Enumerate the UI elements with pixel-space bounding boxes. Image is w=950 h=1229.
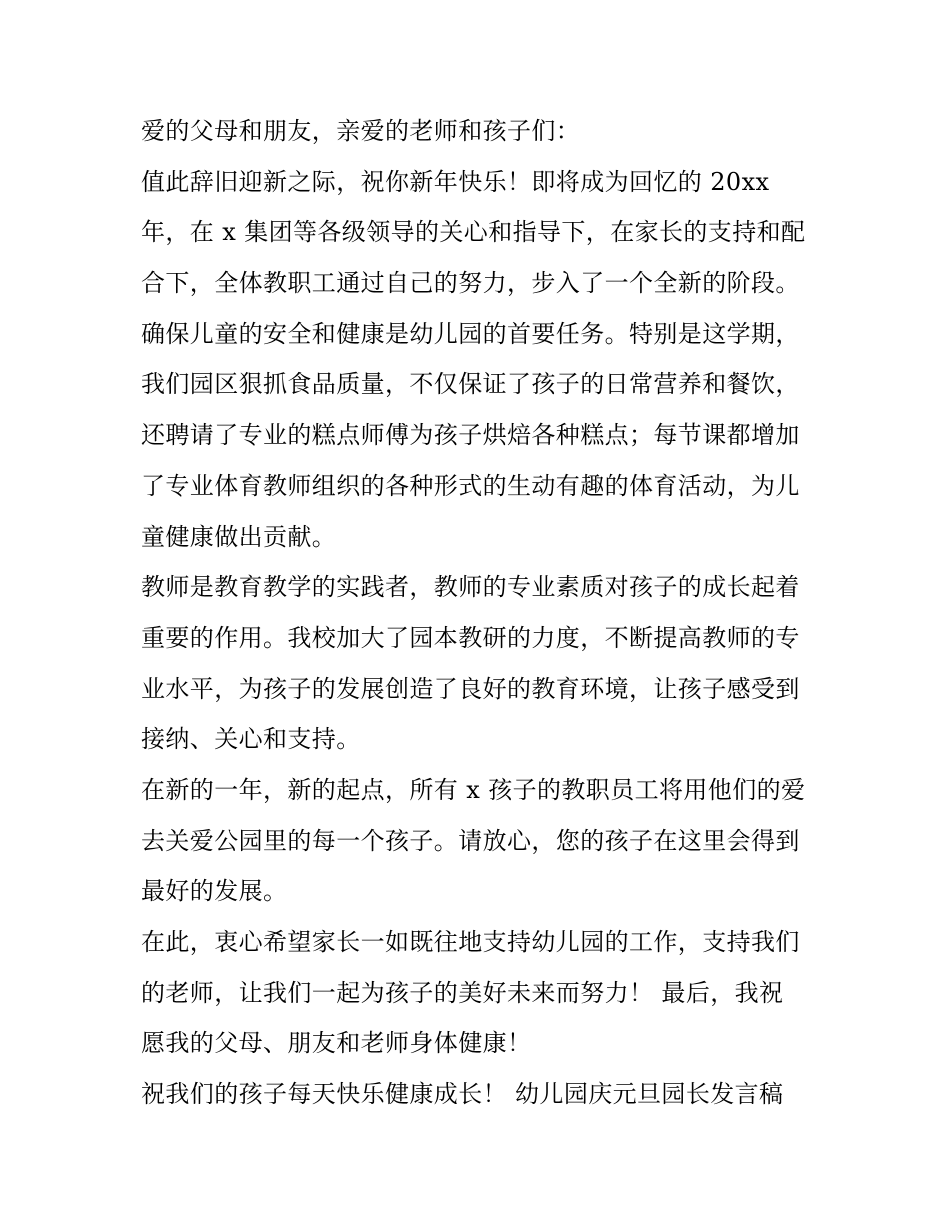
text-line-18: 的老师，让我们一起为孩子的美好未来而努力！ 最后，我祝 — [141, 978, 784, 1007]
text-line-9: 童健康做出贡献。 — [141, 522, 337, 551]
text-line-7: 还聘请了专业的糕点师傅为孩子烘焙各种糕点；每节课都增加 — [141, 421, 800, 450]
text-line-11: 重要的作用。我校加大了园本教研的力度，不断提高教师的专 — [141, 623, 800, 652]
text-line-19: 愿我的父母、朋友和老师身体健康！ — [141, 1029, 532, 1058]
text-line-2: 值此辞旧迎新之际，祝你新年快乐！即将成为回忆的 20xx — [141, 167, 770, 196]
text-line-17: 在此，衷心希望家长一如既往地支持幼儿园的工作，支持我们 — [141, 928, 800, 956]
text-line-3: 年，在 x 集团等各级领导的关心和指导下，在家长的支持和配 — [141, 218, 806, 247]
text-line-5: 确保儿童的安全和健康是幼儿园的首要任务。特别是这学期， — [141, 319, 800, 348]
text-line-10: 教师是教育教学的实践者，教师的专业素质对孩子的成长起着 — [141, 573, 800, 602]
text-line-6: 我们园区狠抓食品质量，不仅保证了孩子的日常营养和餐饮， — [141, 370, 800, 399]
text-line-14: 在新的一年，新的起点，所有 x 孩子的教职员工将用他们的爱 — [141, 775, 806, 804]
text-line-12: 业水平，为孩子的发展创造了良好的教育环境，让孩子感受到 — [141, 674, 800, 703]
text-line-16: 最好的发展。 — [141, 877, 288, 906]
text-line-4: 合下，全体教职工通过自己的努力，步入了一个全新的阶段。 — [141, 269, 800, 298]
text-line-13: 接纳、关心和支持。 — [141, 725, 361, 754]
text-line-8: 了专业体育教师组织的各种形式的生动有趣的体育活动，为儿 — [141, 471, 800, 500]
text-line-20: 祝我们的孩子每天快乐健康成长！ 幼儿园庆元旦园长发言稿 — [141, 1080, 784, 1109]
text-line-15: 去关爱公园里的每一个孩子。请放心，您的孩子在这里会得到 — [141, 826, 800, 855]
document-body — [141, 111, 813, 1125]
text-line-1: 爱的父母和朋友，亲爱的老师和孩子们： — [141, 117, 581, 145]
